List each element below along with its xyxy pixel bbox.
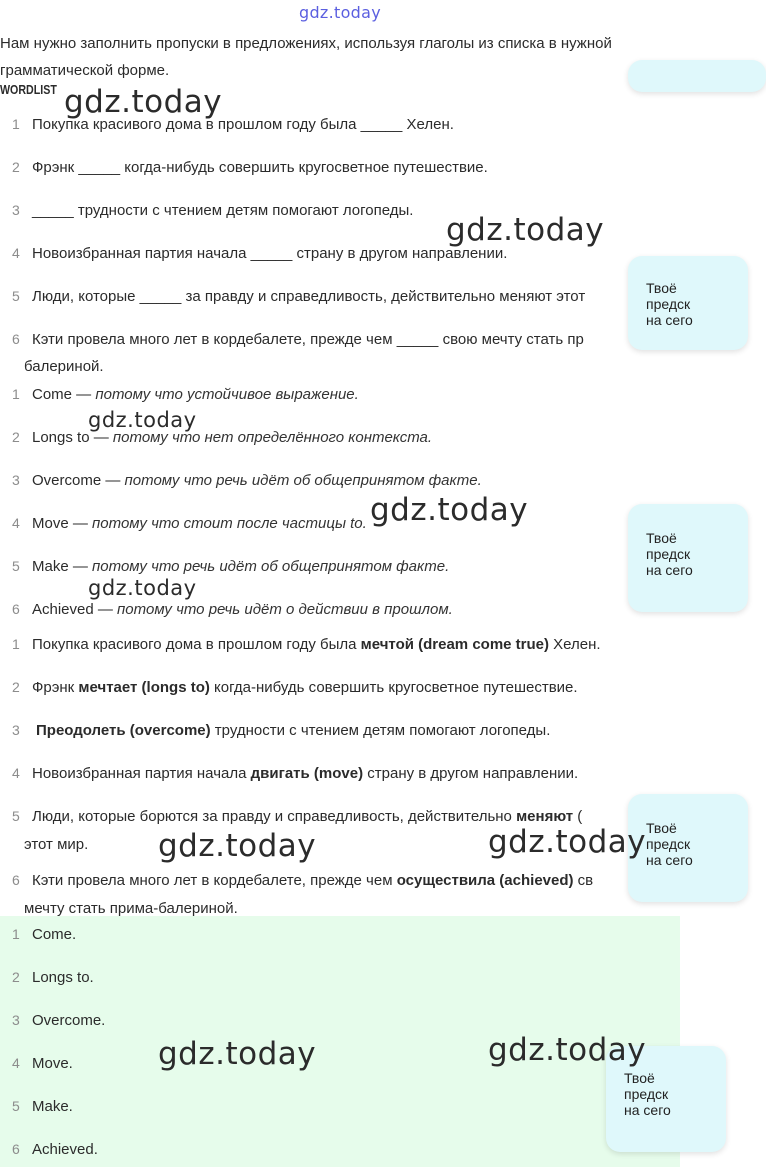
- wordlist-label: WORDLIST: [0, 82, 57, 97]
- promo-bubble[interactable]: Твоё предск на сего: [628, 504, 748, 612]
- task-instructions: Нам нужно заполнить пропуски в предложениях, используя глаголы из списка в нужной грамматической форме.: [0, 35, 612, 79]
- watermark: gdz.today: [64, 84, 223, 120]
- watermark: gdz.today: [158, 1036, 317, 1072]
- watermark: gdz.today: [370, 492, 529, 528]
- promo-bubble[interactable]: Твоё предск на сего: [628, 794, 748, 902]
- promo-bubble[interactable]: [628, 60, 766, 92]
- watermark: gdz.today: [88, 408, 197, 432]
- watermark: gdz.today: [158, 828, 317, 864]
- promo-bubble[interactable]: Твоё предск на сего: [606, 1046, 726, 1152]
- watermark: gdz.today: [88, 576, 197, 600]
- watermark: gdz.today: [446, 212, 605, 248]
- watermark: gdz.today: [488, 824, 647, 860]
- site-link[interactable]: gdz.today: [299, 3, 381, 22]
- promo-bubble[interactable]: Твоё предск на сего: [628, 256, 748, 350]
- watermark: gdz.today: [488, 1032, 647, 1068]
